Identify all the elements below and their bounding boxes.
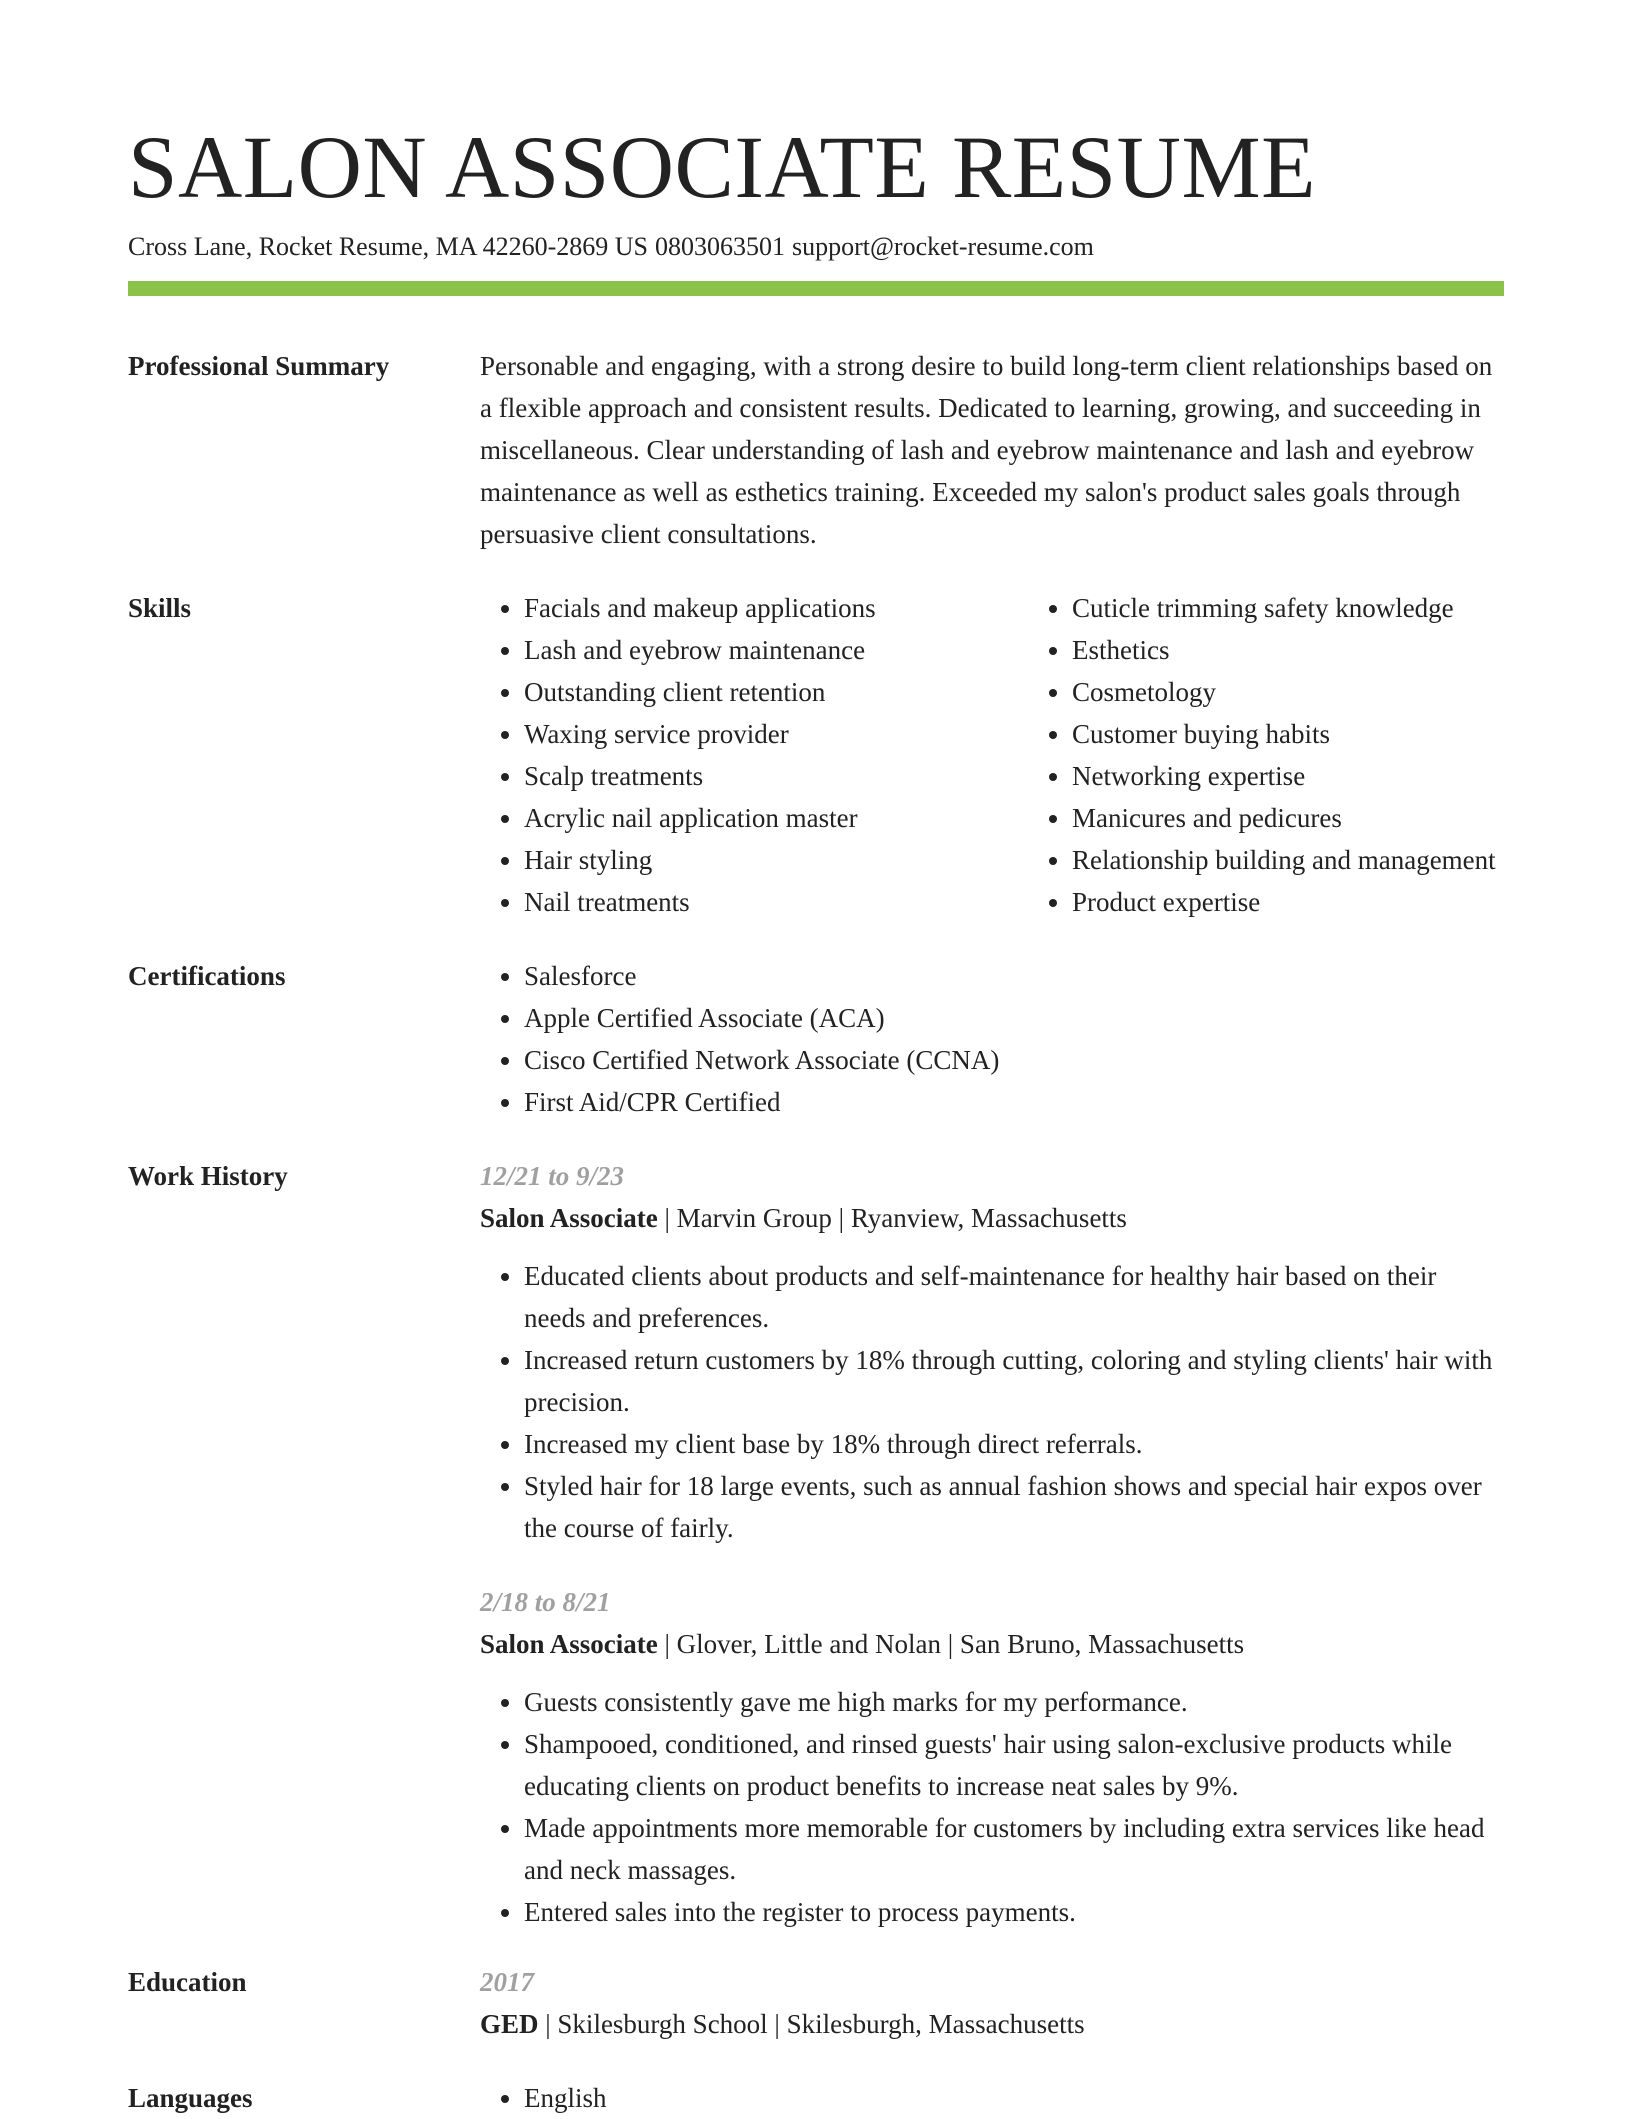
accent-divider xyxy=(128,281,1504,296)
skill-item: • Waxing service provider xyxy=(524,713,1028,755)
skills-body xyxy=(480,587,1504,923)
work-history-heading: Work History xyxy=(128,1161,288,1191)
summary-text: Personable and engaging, with a strong desire to build long-term client relationships based on a flexible approach and consistent results. Dedicated to learning, growing, and succeeding in miscellaneous. Clear understanding of lash and eyebrow maintenance and lash and eyebrow maintenance as well as esthetics training. Exceeded my salon's product sales goals through persuasive client consultations. xyxy=(480,351,1493,549)
education-body xyxy=(480,1961,1504,2045)
skill-item: • Outstanding client retention xyxy=(524,671,1028,713)
resume-title: SALON ASSOCIATE RESUME xyxy=(128,119,1316,217)
skills-heading: Skills xyxy=(128,593,192,623)
languages-heading: Languages xyxy=(128,2083,253,2113)
skill-item: • Facials and makeup applications xyxy=(524,587,1028,629)
job-entry xyxy=(480,1581,1504,1933)
language-item: • English xyxy=(524,2077,1504,2119)
job-title-line xyxy=(480,1623,1504,1665)
certification-item: • First Aid/CPR Certified xyxy=(524,1081,1504,1123)
contact-phone: 0803063501 xyxy=(654,232,785,261)
skills-section xyxy=(128,587,1504,923)
education-degree: GED xyxy=(480,2009,539,2039)
job-bullet: • Guests consistently gave me high marks for my performance. xyxy=(524,1681,1504,1723)
skill-item: • Manicures and pedicures xyxy=(1072,797,1504,839)
skill-item: • Acrylic nail application master xyxy=(524,797,1028,839)
certification-item: • Apple Certified Associate (ACA) xyxy=(524,997,1504,1039)
skills-column-1 xyxy=(480,587,1028,923)
skill-item: • Cuticle trimming safety knowledge xyxy=(1072,587,1504,629)
languages-list xyxy=(480,2077,1504,2119)
education-section xyxy=(128,1961,1504,2045)
job-bullet: • Made appointments more memorable for customers by including extra services like head and neck massages. xyxy=(524,1807,1504,1891)
languages-body xyxy=(480,2077,1504,2119)
job-bullet: • Educated clients about products and self-maintenance for healthy hair based on their needs and preferences. xyxy=(524,1255,1504,1339)
work-history-body xyxy=(480,1155,1504,1933)
skill-item: • Customer buying habits xyxy=(1072,713,1504,755)
skill-item: • Nail treatments xyxy=(524,881,1028,923)
skill-item: • Hair styling xyxy=(524,839,1028,881)
job-details: | Glover, Little and Nolan | San Bruno, Massachusetts xyxy=(657,1629,1245,1659)
skill-item: • Product expertise xyxy=(1072,881,1504,923)
education-details: | Skilesburgh School | Skilesburgh, Massachusetts xyxy=(538,2009,1085,2039)
job-role: Salon Associate xyxy=(480,1203,658,1233)
work-history-section xyxy=(128,1155,1504,1933)
job-dates: 2/18 to 8/21 xyxy=(480,1587,611,1617)
job-dates: 12/21 to 9/23 xyxy=(480,1161,625,1191)
job-bullet: • Increased return customers by 18% through cutting, coloring and styling clients' hair with precision. xyxy=(524,1339,1504,1423)
certification-item: • Cisco Certified Network Associate (CCNA) xyxy=(524,1039,1504,1081)
summary-heading: Professional Summary xyxy=(128,351,390,381)
contact-address: Cross Lane, Rocket Resume, MA 42260-2869 US xyxy=(128,232,648,261)
job-bullets xyxy=(480,1681,1504,1933)
skill-item: • Relationship building and management xyxy=(1072,839,1504,881)
skills-column-2 xyxy=(1028,587,1504,923)
education-line xyxy=(480,2003,1504,2045)
certifications-heading: Certifications xyxy=(128,961,286,991)
job-title-line xyxy=(480,1197,1504,1239)
job-entry xyxy=(480,1155,1504,1549)
languages-section xyxy=(128,2077,1504,2119)
certifications-body xyxy=(480,955,1504,1123)
certifications-list xyxy=(480,955,1504,1123)
certification-item: • Salesforce xyxy=(524,955,1504,997)
skill-item: • Scalp treatments xyxy=(524,755,1028,797)
job-bullet: • Styled hair for 18 large events, such as annual fashion shows and special hair expos over the course of fairly. xyxy=(524,1465,1504,1549)
contact-line xyxy=(128,230,1504,264)
skills-columns xyxy=(480,587,1504,923)
job-bullet: • Increased my client base by 18% through direct referrals. xyxy=(524,1423,1504,1465)
skill-item: • Networking expertise xyxy=(1072,755,1504,797)
resume-page xyxy=(128,118,1504,2119)
skill-item: • Lash and eyebrow maintenance xyxy=(524,629,1028,671)
contact-email: support@rocket-resume.com xyxy=(791,232,1094,261)
job-bullet: • Entered sales into the register to process payments. xyxy=(524,1891,1504,1933)
education-year: 2017 xyxy=(480,1967,534,1997)
job-details: | Marvin Group | Ryanview, Massachusetts xyxy=(657,1203,1127,1233)
skill-item: • Cosmetology xyxy=(1072,671,1504,713)
job-bullet: • Shampooed, conditioned, and rinsed guests' hair using salon-exclusive products while educating clients on product benefits to increase neat sales by 9%. xyxy=(524,1723,1504,1807)
job-bullets xyxy=(480,1255,1504,1549)
education-heading: Education xyxy=(128,1967,247,1997)
summary-section xyxy=(128,345,1504,555)
job-role: Salon Associate xyxy=(480,1629,658,1659)
skill-item: • Esthetics xyxy=(1072,629,1504,671)
certifications-section xyxy=(128,955,1504,1123)
